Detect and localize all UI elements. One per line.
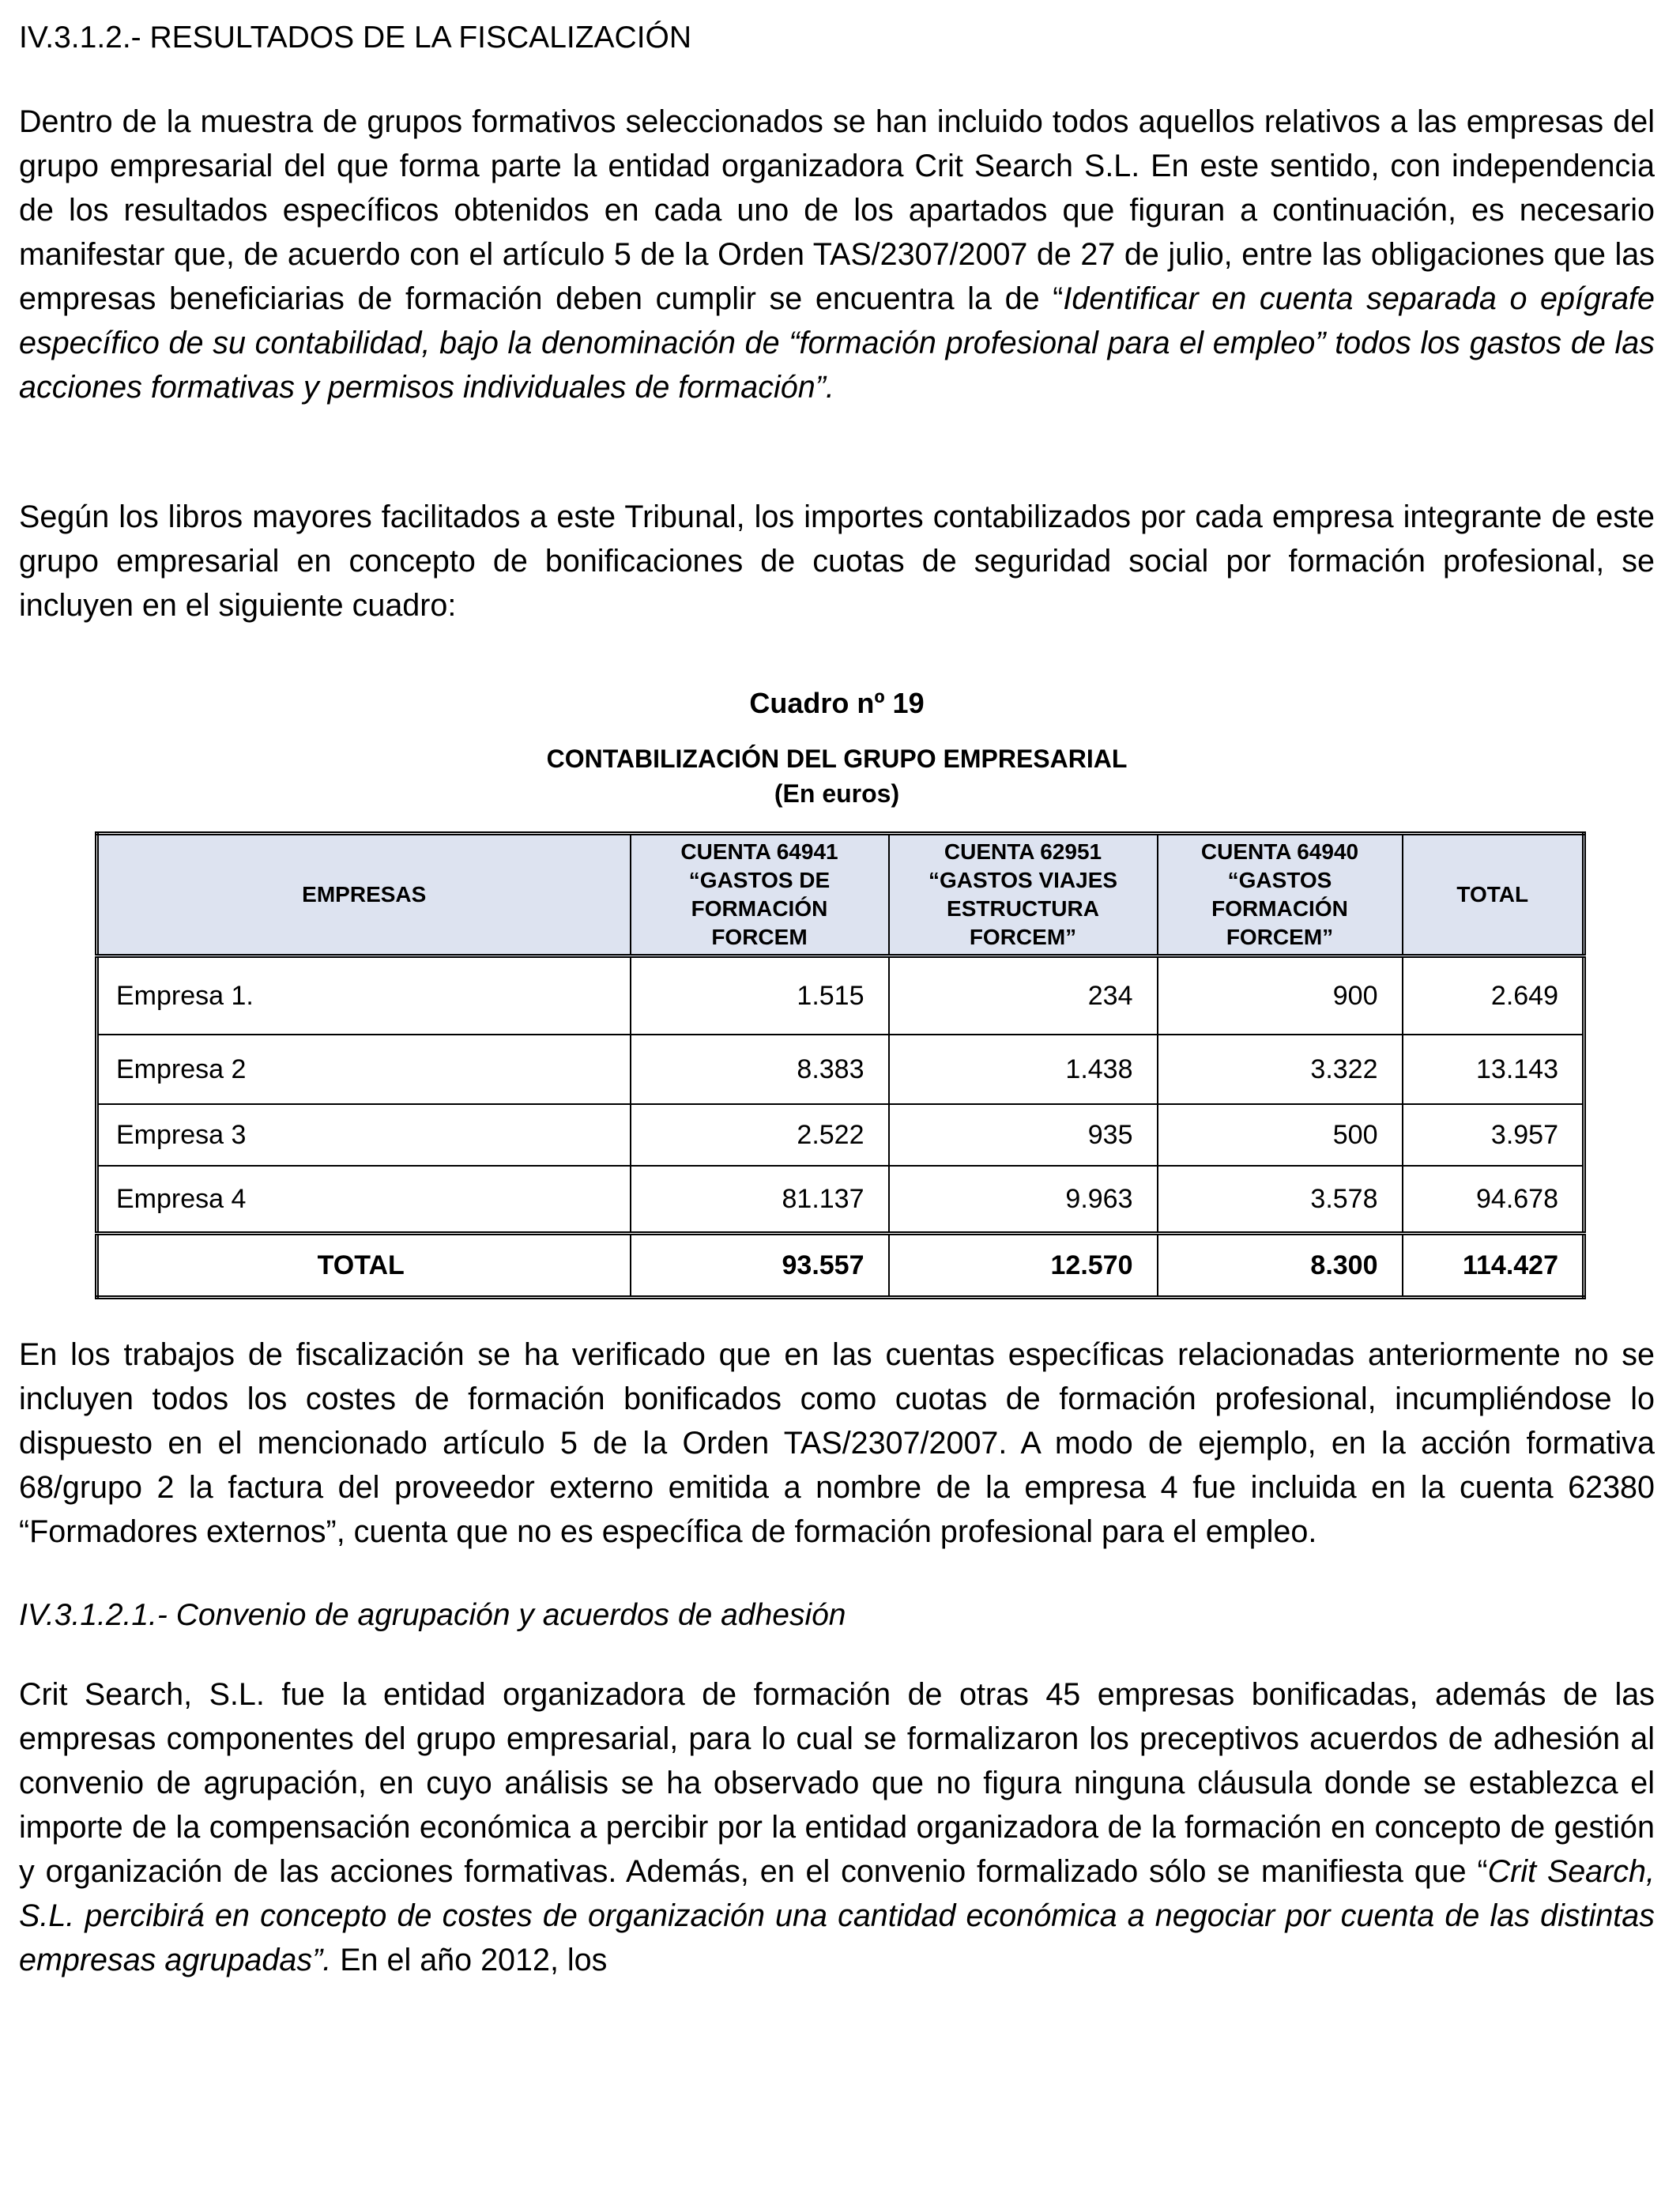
header-cuenta-64941 [631,834,889,956]
paragraph-3: En los trabajos de fiscalización se ha verificado que en las cuentas específicas relacionadas anteriormente no se incluyen todos los costes de formación bonificados como cuotas de formación profesional, incumpliéndose lo dispuesto en el mencionado artículo 5 de la Orden TAS/2307/2007. A modo de ejemplo, en la acción formativa 68/grupo 2 la factura del proveedor externo emitida a nombre de la empresa 4 fue incluida en la cuenta 62380 “Formadores externos”, cuenta que no es específica de formación profesional para el empleo. [19,1337,1655,1549]
row-total: 3.957 [1403,1104,1584,1166]
table-row [97,1166,1584,1234]
total-value-64940: 8.300 [1158,1234,1403,1298]
table-title: CONTABILIZACIÓN DEL GRUPO EMPRESARIAL [546,745,1128,773]
paragraph-4-text: Crit Search, S.L. fue la entidad organizadora de formación de otras 45 empresas bonificadas, además de las empresas componentes del grupo empresarial, para lo cual se formalizaron los preceptivos acuerdos de adhesión al convenio de agrupación, en cuyo análisis se ha observado que no figura ninguna cláusula donde se establezca el importe de la compensación económica a percibir por la entidad organizadora de la formación en concepto de gestión y organización de las acciones formativas. Además, en el convenio formalizado sólo se manifiesta que “ [19,1677,1655,1889]
header-c2-line: “GASTOS VIAJES [928,868,1118,892]
row-value-64941: 81.137 [631,1166,889,1234]
header-c2-line: FORCEM” [969,925,1077,949]
row-company-name: Empresa 2 [97,1035,631,1104]
table-row [97,1035,1584,1104]
header-c1-line: FORCEM [711,925,808,949]
header-total: TOTAL [1403,834,1584,956]
paragraph-2: Según los libros mayores facilitados a este Tribunal, los importes contabilizados por cada empresa integrante de este grupo empresarial en concepto de bonificaciones de cuotas de seguridad social por formación profesional, se incluyen en el siguiente cuadro: [19,499,1655,623]
table-row [97,956,1584,1035]
row-value-62951: 9.963 [889,1166,1158,1234]
row-company-name: Empresa 3 [97,1104,631,1166]
header-c1-line: FORMACIÓN [691,896,828,921]
row-value-64941: 1.515 [631,956,889,1035]
row-total: 13.143 [1403,1035,1584,1104]
row-company-name: Empresa 1. [97,956,631,1035]
header-c2-line: ESTRUCTURA [947,896,1099,921]
paragraph-1 [19,100,1655,409]
document-page-lower [19,1333,1655,1982]
header-c1-line: CUENTA 64941 [680,839,838,864]
header-cuenta-62951 [889,834,1158,956]
paragraph-4-tail: En el año 2012, los [331,1943,608,1977]
header-c2-line: CUENTA 62951 [944,839,1102,864]
total-value-64941: 93.557 [631,1234,889,1298]
table-number: Cuadro nº 19 [749,687,925,719]
total-grand: 114.427 [1403,1234,1584,1298]
subsection-heading: IV.3.1.2.1.- Convenio de agrupación y acuerdos de adhesión [19,1598,846,1632]
paragraph-4-quote: Crit Search, S.L. percibirá en concepto de costes de organización una cantidad económica a negociar por cuenta de las distintas empresas agrupadas”. [19,1854,1655,1977]
header-cuenta-64940 [1158,834,1403,956]
header-c3-line: FORCEM” [1226,925,1334,949]
header-c3-line: “GASTOS [1227,868,1332,892]
header-c1-line: “GASTOS DE [688,868,831,892]
row-value-62951: 1.438 [889,1035,1158,1104]
row-value-64940: 3.578 [1158,1166,1403,1234]
row-value-64940: 900 [1158,956,1403,1035]
row-value-64940: 500 [1158,1104,1403,1166]
table-header-row [97,834,1584,956]
row-value-64940: 3.322 [1158,1035,1403,1104]
total-label: TOTAL [97,1234,631,1298]
document-page [19,17,1655,808]
paragraph-4 [19,1672,1655,1982]
row-value-62951: 234 [889,956,1158,1035]
row-value-64941: 8.383 [631,1035,889,1104]
row-total: 94.678 [1403,1166,1584,1234]
header-empresas: EMPRESAS [97,834,631,956]
paragraph-1-quote: Identificar en cuenta separada o epígrafe específico de su contabilidad, bajo la denominación de “formación profesional para el empleo” todos los gastos de las acciones formativas y permisos individuales de formación”. [19,281,1655,405]
row-company-name: Empresa 4 [97,1166,631,1234]
header-c3-line: CUENTA 64940 [1200,839,1359,864]
header-c3-line: FORMACIÓN [1211,896,1348,921]
section-heading: IV.3.1.2.- RESULTADOS DE LA FISCALIZACIÓN [19,21,692,55]
row-value-64941: 2.522 [631,1104,889,1166]
row-total: 2.649 [1403,956,1584,1035]
table-unit: (En euros) [774,779,900,808]
accounts-table [95,831,1586,1299]
row-value-62951: 935 [889,1104,1158,1166]
total-value-62951: 12.570 [889,1234,1158,1298]
table-total-row [97,1234,1584,1298]
table-caption [19,684,1655,811]
paragraph-1-text: Dentro de la muestra de grupos formativos seleccionados se han incluido todos aquellos relativos a las empresas del grupo empresarial del que forma parte la entidad organizadora Crit Search S.L. En este sentido, con independencia de los resultados específicos obtenidos en cada uno de los apartados que figuran a continuación, es necesario manifestar que, de acuerdo con el artículo 5 de la Orden TAS/2307/2007 de 27 de julio, entre las obligaciones que las empresas beneficiarias de formación deben cumplir se encuentra la de “ [19,104,1655,316]
table-row [97,1104,1584,1166]
